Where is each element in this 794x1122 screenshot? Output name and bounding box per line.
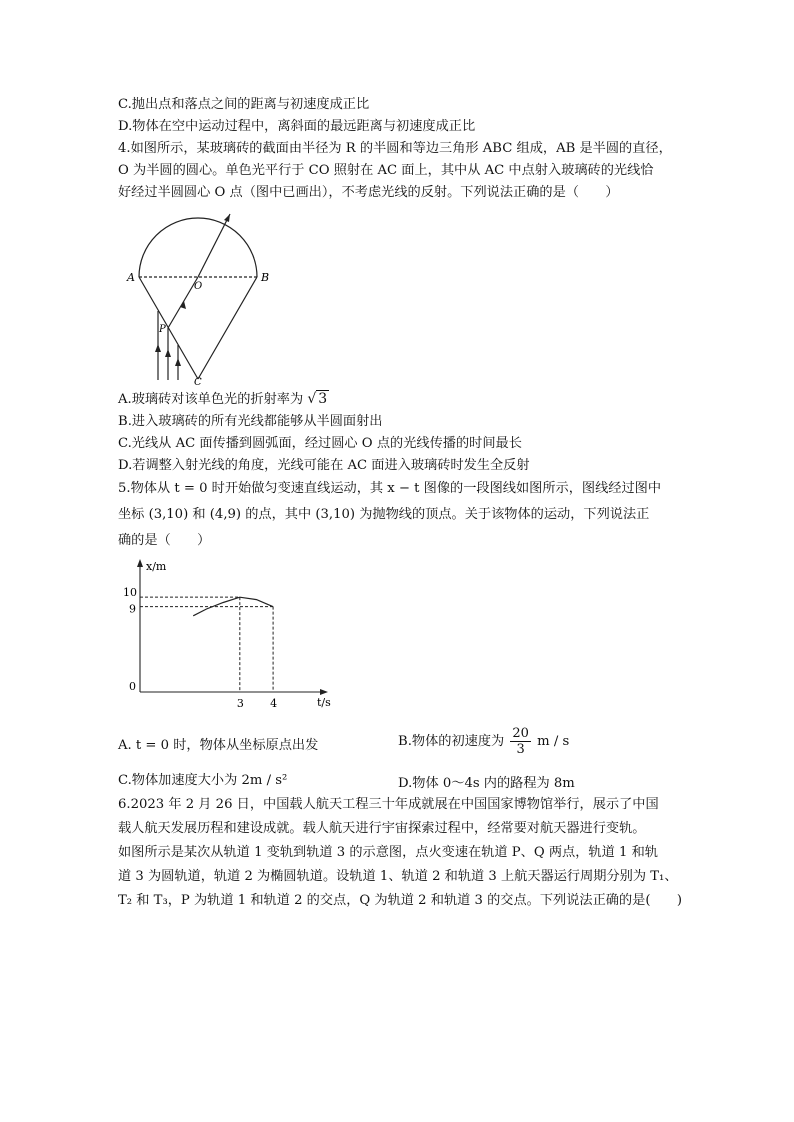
q6-stem-line-2: 载人航天发展历程和建设成就。载人航天进行宇宙探索过程中，经常要对航天器进行变轨。 [118, 821, 646, 836]
q3-option-d: D.物体在空中运动过程中，离斜面的最远距离与初速度成正比 [118, 119, 476, 134]
label-c: C [194, 377, 202, 386]
side-bc [198, 277, 257, 379]
y-tick-label-2: 10 [123, 586, 137, 600]
q3-option-c: C.抛出点和落点之间的距离与初速度成正比 [118, 97, 370, 112]
q6-stem-line-4: 道 3 为圆轨道，轨道 2 为椭圆轨道。设轨道 1、轨道 2 和轨道 3 上航天器运行周期分别为 T₁、 [118, 869, 678, 884]
sqrt-symbol: √ 3 [307, 391, 328, 407]
q5-option-d: D.物体 0～4s 内的路程为 8m [398, 776, 575, 791]
q4-option-d: D.若调整入射光线的角度，光线可能在 AC 面进入玻璃砖时发生全反射 [118, 458, 530, 473]
exit-ray [198, 214, 230, 277]
q6-stem-line-5: T₂ 和 T₃，P 为轨道 1 和轨道 2 的交点，Q 为轨道 2 和轨道 3 的交点。下列说法正确的是( ) [118, 893, 683, 908]
q5-option-a: A. t = 0 时，物体从坐标原点出发 [118, 738, 319, 753]
fraction: $\frac{20}{3}$ [512, 726, 529, 757]
x-axis-arrow [320, 689, 328, 695]
q4-glass-brick-figure [118, 206, 288, 386]
y-axis-arrow [137, 559, 143, 567]
y-tick-label-1: 9 [129, 602, 136, 616]
label-b: B [261, 271, 270, 284]
x-axis-label: t/s [317, 696, 331, 709]
q5-stem-line-1: 5.物体从 t = 0 时开始做匀变速直线运动，其 x − t 图像的一段图线如图所示，图线经过图中 [118, 481, 662, 496]
q6-stem-line-3: 如图所示是某次从轨道 1 变轨到轨道 3 的示意图，点火变速在轨道 P、Q 两点，轨道 1 和轨 [118, 845, 658, 860]
q5-option-b: B.物体的初速度为 $\frac{20}{3}$ m / s [398, 726, 570, 757]
q5-option-c: C.物体加速度大小为 2m / s² [118, 773, 288, 788]
arrow-ray-3 [175, 358, 181, 366]
arrow-ray-2 [165, 349, 171, 357]
q4-option-c: C.光线从 AC 面传播到圆弧面，经过圆心 O 点的光线传播的时间最长 [118, 436, 522, 451]
arrow-ray-1 [155, 344, 161, 352]
q5-stem-line-2: 坐标 (3,10) 和 (4,9) 的点，其中 (3,10) 为抛物线的顶点。关于该物体的运动，下列说法正 [118, 507, 650, 522]
q5-xt-chart [118, 556, 338, 716]
q6-stem-line-1: 6.2023 年 2 月 26 日，中国载人航天工程三十年成就展在中国国家博物馆举行，展示了中国 [118, 797, 659, 812]
q4-stem-line-3: 好经过半圆圆心 O 点（图中已画出），不考虑光线的反射。下列说法正确的是（ ） [118, 185, 619, 200]
q4-stem-line-2: O 为半圆的圆心。单色光平行于 CO 照射在 AC 面上，其中从 AC 中点射入玻璃砖的光线恰 [118, 163, 654, 178]
label-o: O [194, 281, 203, 292]
q4-stem-line-1: 4.如图所示，某玻璃砖的截面由半径为 R 的半圆和等边三角形 ABC 组成，AB 是半圆的直径， [118, 141, 672, 156]
semicircle-arc [139, 218, 257, 277]
x-tick-label-2: 4 [270, 697, 278, 710]
y-tick-label-0: 0 [129, 680, 136, 693]
q4-option-a: A.玻璃砖对该单色光的折射率为 √ 3 [118, 391, 328, 407]
x-tick-label-1: 3 [236, 697, 244, 710]
label-p: P [159, 324, 166, 335]
q4-option-b: B.进入玻璃砖的所有光线都能够从半圆面射出 [118, 414, 383, 429]
arrow-exit [224, 214, 230, 222]
y-axis-label: x/m [146, 560, 167, 573]
label-a: A [127, 271, 135, 284]
q5-stem-line-3: 确的是（ ） [118, 533, 211, 548]
